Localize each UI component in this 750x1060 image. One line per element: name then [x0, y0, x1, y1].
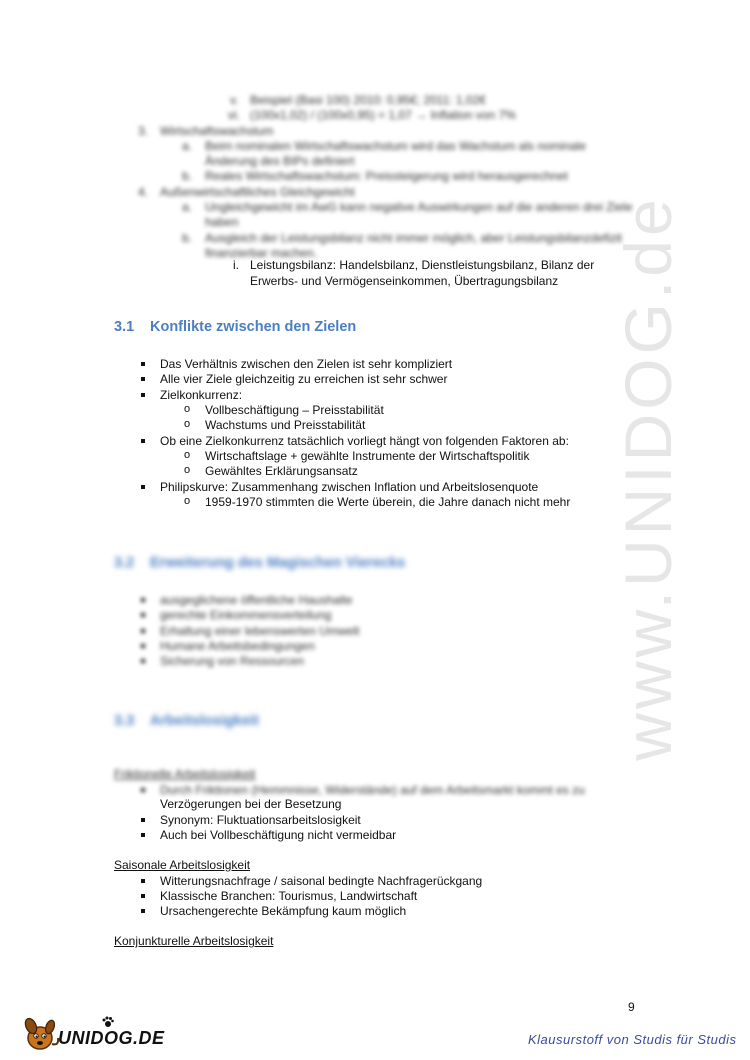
bullet-square-icon — [141, 833, 145, 837]
list-num: b. — [182, 231, 193, 245]
list-item: Leistungsbilanz: Handelsbilanz, Dienstleistungsbilanz, Bilanz der — [250, 258, 595, 272]
list-item: Gewähltes Erklärungsansatz — [205, 464, 358, 478]
bullet-circle-icon: o — [184, 464, 191, 476]
bullet-square-icon — [141, 788, 145, 792]
list-num: b. — [182, 169, 193, 183]
list-item: Witterungsnachfrage / saisonal bedingte Nachfragerückgang — [160, 874, 483, 888]
bullet-circle-icon: o — [184, 495, 191, 507]
section-number: 3.3 — [114, 713, 135, 729]
list-item: Ob eine Zielkonkurrenz tatsächlich vorliegt hängt von folgenden Faktoren ab: — [160, 434, 569, 448]
list-item: finanzierbar machen. — [205, 246, 318, 260]
list-num: 3. — [138, 124, 149, 138]
list-num: a. — [182, 200, 193, 214]
list-item: gerechte Einkommensverteilung — [160, 608, 332, 622]
list-item: Erwerbs- und Vermögenseinkommen, Übertragungsbilanz — [250, 274, 559, 288]
list-item: Vollbeschäftigung – Preisstabilität — [205, 403, 384, 417]
section-title: Konflikte zwischen den Zielen — [150, 319, 357, 335]
list-num: v. — [230, 93, 239, 107]
logo-text: UNIDOG.DE — [58, 1028, 165, 1048]
list-item: Zielkonkurrenz: — [160, 388, 243, 402]
list-item: Ausgleich der Leistungsbilanz nicht immer möglich, aber Leistungsbilanzdefizit — [205, 231, 622, 245]
bullet-circle-icon: o — [184, 418, 191, 430]
list-item: Sicherung von Ressourcen — [160, 654, 305, 668]
list-item: Außenwirtschaftliches Gleichgewicht — [160, 185, 355, 199]
bullet-circle-icon: o — [184, 403, 191, 415]
bullet-square-icon — [141, 613, 145, 617]
list-item: Klassische Branchen: Tourismus, Landwirtschaft — [160, 889, 418, 903]
watermark-text: www.UNIDOG.de — [611, 195, 685, 761]
list-item: Durch Friktionen (Hemmnisse, Widerstände) auf dem Arbeitsmarkt kommt es zu — [160, 783, 585, 797]
list-num: i. — [233, 258, 239, 272]
unidog-logo — [22, 1016, 165, 1050]
list-num: a. — [182, 139, 193, 153]
list-item: Beispiel (Basi 100) 2010: 0,95€; 2011: 1,02€ — [250, 93, 486, 107]
list-item: Wirtschaftswachstum — [160, 124, 274, 138]
list-item: Das Verhältnis zwischen den Zielen ist sehr kompliziert — [160, 357, 453, 371]
list-item: Reales Wirtschaftswachstum: Preissteigerung wird herausgerechnet — [205, 169, 568, 183]
list-item: Humane Arbeitsbedingungen — [160, 639, 315, 653]
section-number: 3.2 — [114, 555, 135, 571]
bullet-square-icon — [141, 598, 145, 602]
list-item: Alle vier Ziele gleichzeitig zu erreichen ist sehr schwer — [160, 372, 448, 386]
subheading: Konjunkturelle Arbeitslosigkeit — [114, 934, 274, 948]
list-item: Beim nominalen Wirtschaftswachstum wird das Wachstum als nominale — [205, 139, 587, 153]
dog-icon — [22, 1016, 62, 1052]
list-num: 4. — [138, 185, 149, 199]
list-item: Wachstums und Preisstabilität — [205, 418, 366, 432]
list-item: Verzögerungen bei der Besetzung — [160, 797, 342, 811]
bullet-square-icon — [141, 879, 145, 883]
list-item: 1959-1970 stimmten die Werte überein, die Jahre danach nicht mehr — [205, 495, 571, 509]
section-number: 3.1 — [114, 319, 135, 335]
list-item: Ursachengerechte Bekämpfung kaum möglich — [160, 904, 407, 918]
bullet-square-icon — [141, 629, 145, 633]
list-item: haben — [205, 215, 239, 229]
list-item: Philipskurve: Zusammenhang zwischen Inflation und Arbeitslosenquote — [160, 480, 539, 494]
subheading: Friktionelle Arbeitslosigkeit — [114, 767, 256, 781]
bullet-square-icon — [141, 485, 145, 489]
list-item: Auch bei Vollbeschäftigung nicht vermeidbar — [160, 828, 397, 842]
bullet-square-icon — [141, 393, 145, 397]
bullet-square-icon — [141, 362, 145, 366]
list-item: (100x1,02) / (100x0,95) = 1,07 → Inflation von 7% — [250, 108, 516, 122]
bullet-square-icon — [141, 659, 145, 663]
section-title: Arbeitslosigkeit — [150, 713, 259, 729]
bullet-square-icon — [141, 644, 145, 648]
bullet-square-icon — [141, 909, 145, 913]
list-item: Änderung des BIPs definiert — [205, 154, 355, 168]
bullet-square-icon — [141, 818, 145, 822]
list-num: vi. — [228, 108, 240, 122]
footer-tagline: Klausurstoff von Studis für Studis — [528, 1032, 737, 1047]
bullet-square-icon — [141, 377, 145, 381]
list-item: Ungleichgewicht im AwG kann negative Auswirkungen auf die anderen drei Ziele — [205, 200, 633, 214]
list-item: ausgeglichene öffentliche Haushalte — [160, 593, 353, 607]
page-number: 9 — [628, 1000, 635, 1014]
bullet-circle-icon: o — [184, 449, 191, 461]
bullet-square-icon — [141, 439, 145, 443]
list-item: Erhaltung einer lebenswerten Umwelt — [160, 624, 360, 638]
subheading: Saisonale Arbeitslosigkeit — [114, 858, 251, 872]
bullet-square-icon — [141, 894, 145, 898]
section-title: Erweiterung des Magischen Vierecks — [150, 555, 406, 571]
paw-icon — [102, 1016, 114, 1028]
list-item: Wirtschaftslage + gewählte Instrumente der Wirtschaftspolitik — [205, 449, 530, 463]
list-item: Synonym: Fluktuationsarbeitslosigkeit — [160, 813, 361, 827]
